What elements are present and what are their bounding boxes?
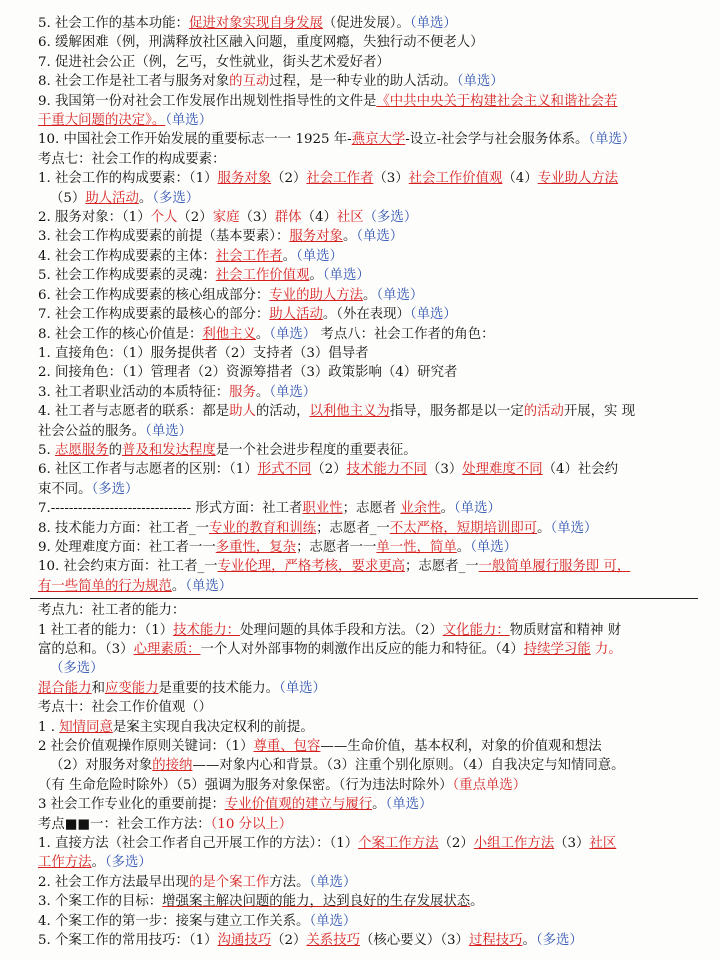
text-segment: （2）对服务对象	[50, 758, 153, 774]
highlighted-term: 职业性	[302, 501, 343, 517]
text-segment: 5.	[38, 442, 56, 458]
highlighted-term: 的互动	[229, 74, 270, 90]
text-segment: 4. 社会工作构成要素的主体：	[38, 248, 216, 264]
text-segment: 10. 社会约束方面：社工者_一	[38, 559, 218, 575]
text-line	[38, 441, 690, 460]
text-segment: 考点■■一：社会工作方法：	[38, 816, 211, 832]
question-type-tag: （单选）	[588, 132, 636, 148]
highlighted-term: 促进对象实现自身发展	[188, 16, 323, 31]
text-segment: 8. 社会工作是社工者与服务对象	[38, 74, 230, 90]
question-type-tag: （多选）	[91, 481, 139, 497]
highlighted-term: 个人	[150, 210, 178, 226]
question-type-tag: （单选）	[145, 423, 192, 439]
text-segment: 。	[342, 229, 357, 245]
text-segment: 7. 促进社会公正（例，乞丐，女性就业，街头艺术爱好者）	[38, 54, 390, 70]
question-type-tag: （单选）	[269, 384, 317, 400]
question-type-tag: （单选）	[269, 326, 317, 342]
question-type-tag: （单选）	[185, 578, 233, 594]
highlighted-term: 工作方法	[38, 855, 92, 871]
text-segment: 1. 直接方法（社会工作者自己开展工作的方法）：（1）	[38, 836, 359, 852]
question-type-tag: （单选）	[322, 268, 370, 284]
question-type-tag: （单选）	[296, 248, 343, 264]
text-segment: 考点八：社会工作者的角色：	[316, 326, 495, 342]
text-segment: 的	[108, 442, 122, 458]
text-line	[38, 130, 690, 149]
text-segment: 7.------------------------------- 形式方面：社工者	[38, 501, 303, 517]
highlighted-term: 干重大问题的决定》。	[38, 113, 166, 129]
highlighted-term: 增强案主解决问题的能力，达到良好的生存发展状态	[162, 894, 471, 910]
text-segment: （2）	[271, 171, 307, 187]
text-segment: （2）	[311, 462, 347, 478]
highlighted-term: 普及和发达程度	[122, 442, 216, 458]
text-line	[38, 422, 690, 441]
text-segment: 6. 社会工作构成要素的核心组成部分：	[38, 287, 270, 303]
text-segment: ；志愿者_一	[405, 559, 479, 575]
text-segment: 1. 社会工作的构成要素：（1）	[38, 171, 218, 187]
highlighted-term: 的是个案工作	[188, 874, 270, 890]
text-line	[38, 266, 690, 285]
text-segment: 1 社工者的能力：（1）	[38, 622, 174, 638]
text-segment: （2）	[177, 210, 213, 226]
text-segment: （5）	[50, 190, 86, 206]
text-segment: 是一个社会进步程度的重要表征。	[215, 442, 417, 458]
text-line	[38, 305, 690, 324]
question-type-tag: （单选）	[453, 501, 501, 517]
question-type-tag: （单选）	[550, 520, 598, 536]
text-segment: 是重要的技术能力。	[158, 680, 280, 696]
text-segment: 束不同。	[38, 481, 92, 497]
text-line	[38, 92, 690, 111]
text-segment: 指导，服务都是以一定	[389, 404, 524, 420]
highlighted-term: 社会工作者	[306, 171, 374, 187]
question-type-tag: （多选）	[104, 855, 152, 871]
text-segment: 是案主实现自我决定权利的前提。	[112, 719, 314, 735]
text-segment: 。	[470, 894, 484, 910]
highlighted-term: （10 分以上）	[210, 816, 293, 832]
text-segment: 5. 个案工作的常用技巧：（1）	[38, 933, 218, 949]
highlighted-term: 一般简单履行服务即 可，	[478, 559, 631, 575]
highlighted-term: 个案工作方法	[358, 836, 439, 852]
text-segment: （核心要义）（3）	[359, 933, 469, 949]
highlighted-term: 不太严格，短期培训即可	[389, 520, 538, 536]
text-line	[38, 169, 690, 188]
text-line	[38, 557, 690, 576]
highlighted-term: 燕京大学	[351, 132, 406, 148]
text-segment: 。（外在表现）	[322, 307, 410, 323]
text-line	[38, 601, 690, 620]
text-segment: 。	[537, 520, 551, 536]
highlighted-term: 社区	[589, 836, 617, 852]
text-segment: 3. 社会工作构成要素的前提（基本要素）：	[38, 229, 290, 245]
text-segment: 。	[138, 190, 153, 206]
text-line	[38, 640, 690, 659]
text-line	[38, 912, 690, 931]
text-line	[38, 53, 690, 72]
text-segment: 物质财富和精神 财	[509, 622, 622, 638]
highlighted-term: 专业价值观的建立与履行	[224, 797, 373, 813]
text-segment: （4）	[502, 171, 538, 187]
question-type-tag: （单选）	[309, 913, 357, 929]
text-segment: 。	[440, 501, 454, 517]
highlighted-term: 的接纳	[152, 758, 193, 774]
text-segment: ——对象内心和背景。（3）注重个别化原则。（4）自我决定与知情同意。	[192, 758, 625, 774]
highlighted-term: 助人活动	[269, 307, 323, 323]
text-line	[38, 33, 690, 52]
text-line	[38, 659, 690, 678]
text-segment: 处理问题的具体手段和方法。（2）	[240, 622, 443, 638]
text-line	[38, 815, 690, 834]
highlighted-term: 小组工作方法	[473, 836, 555, 852]
question-type-tag: （多选）	[50, 661, 104, 677]
text-segment: 方法。	[269, 874, 310, 890]
highlighted-term: 混合能力	[38, 680, 92, 696]
text-line	[38, 72, 690, 91]
highlighted-term: 技术能力不同	[346, 462, 427, 478]
text-segment: 。	[522, 933, 536, 949]
text-line	[38, 737, 690, 756]
text-line	[38, 363, 690, 382]
highlighted-term: 社会工作价值观	[408, 171, 503, 187]
text-line	[38, 538, 690, 557]
text-segment: 9. 处理难度方面：社工者一一	[38, 539, 216, 555]
text-line	[38, 383, 690, 402]
text-segment: （4）	[301, 210, 337, 226]
text-segment: （3）	[554, 836, 590, 852]
question-type-tag: （单选）	[456, 74, 504, 90]
highlighted-term: 的活动	[523, 404, 564, 420]
text-segment: （2）	[271, 933, 307, 949]
text-line	[38, 519, 690, 538]
highlighted-term: 家庭	[212, 210, 240, 226]
text-segment: 4. 社工者与志愿者的联系：都是	[38, 404, 230, 420]
highlighted-term: 群体	[274, 210, 302, 226]
text-segment: （促进发展）。	[322, 16, 410, 31]
text-segment: 9. 我国第一份对社会工作发展作出规划性指导性的文件是	[38, 93, 377, 109]
text-line	[38, 189, 690, 208]
highlighted-term: 专业伦理，严格考核，要求更高	[217, 559, 406, 575]
highlighted-term: 心理素质：	[133, 642, 201, 657]
highlighted-term: 服务	[229, 384, 256, 400]
highlighted-term: 有一些简单的行为规范	[38, 578, 172, 594]
text-segment: 2. 间接角色：（1）管理者（2）资源筹措者（3）政策影响（4）研究者	[38, 365, 458, 381]
question-type-tag: （单选）	[165, 113, 213, 129]
text-segment: -设立-社会学与社会服务体系。	[405, 132, 589, 148]
text-segment: 。	[456, 539, 471, 555]
highlighted-term: 社会工作者	[215, 248, 283, 264]
text-line	[38, 679, 690, 698]
highlighted-term: 力。	[590, 642, 622, 657]
question-type-tag: （多选）	[152, 190, 200, 206]
text-line	[38, 14, 690, 33]
text-line	[38, 873, 690, 892]
highlighted-term: 服务对象	[289, 229, 343, 245]
highlighted-term: 知情同意	[59, 719, 113, 735]
highlighted-term: 志愿服务	[55, 442, 109, 458]
text-segment: 3. 社工者职业活动的本质特征：	[38, 384, 230, 400]
highlighted-term: 关系技巧	[306, 933, 360, 949]
question-type-tag: （单选）	[385, 797, 433, 813]
question-type-tag: （多选）	[535, 933, 583, 949]
text-segment: 1 .	[38, 719, 60, 735]
highlighted-term: 过程技巧	[468, 933, 523, 949]
text-segment: 6. 社区工作者与志愿者的区别：（1）	[38, 462, 258, 478]
text-line	[38, 460, 690, 479]
text-segment: 富的总和。（3）	[38, 642, 134, 657]
highlighted-term: 服务对象	[217, 171, 272, 187]
text-segment: 过程，是一种专业的助人活动。	[269, 74, 457, 90]
text-segment: （3）	[239, 210, 275, 226]
highlighted-term: 多重性，复杂	[215, 539, 297, 555]
text-segment: 一个人对外部事物的刺激作出反应的能力和特征。（4）	[200, 642, 524, 657]
text-segment: 5. 社会工作的基本功能：	[38, 16, 189, 31]
text-line	[38, 480, 690, 499]
text-segment: 6. 缓解困难（例，刑满释放社区融入问题，重度网瘾，失独行动不便老人）	[38, 35, 484, 51]
text-segment: 2. 社会工作方法最早出现	[38, 874, 189, 890]
highlighted-term: 文化能力：	[442, 622, 510, 638]
highlighted-term: 形式不同	[257, 462, 312, 478]
text-segment: 。	[282, 248, 297, 264]
highlighted-term: 沟通技巧	[217, 933, 272, 949]
text-line	[38, 111, 690, 130]
question-type-tag: （单选）	[409, 307, 457, 323]
text-line	[38, 499, 690, 518]
text-segment: 。	[363, 287, 377, 303]
text-segment: ；志愿者一一	[296, 539, 377, 555]
highlighted-term: （重点单选）	[452, 777, 527, 793]
text-line	[38, 227, 690, 246]
text-segment: 。	[91, 855, 105, 871]
text-segment: 社会公益的服务。	[38, 423, 146, 439]
text-line	[38, 718, 690, 737]
text-line	[38, 756, 690, 775]
text-line	[38, 286, 690, 305]
text-segment: （有 生命危险时除外）（5）强调为服务对象保密。（行为违法时除外）	[38, 777, 453, 793]
highlighted-term: 社会工作价值观	[215, 268, 310, 284]
text-segment: 7. 社会工作构成要素的最核心的部分：	[38, 307, 270, 323]
text-segment: （2）	[438, 836, 474, 852]
text-segment: 考点九：社工者的能力：	[38, 603, 186, 619]
highlighted-term: 技术能力：	[173, 622, 241, 638]
question-type-tag: （单选）	[356, 229, 404, 245]
text-segment: 。	[255, 384, 270, 400]
highlighted-term: 社区	[336, 210, 364, 226]
text-segment: （3）	[373, 171, 409, 187]
highlighted-term: 以利他主义为	[309, 404, 390, 420]
text-line	[38, 834, 690, 853]
text-segment: 。	[372, 797, 386, 813]
highlighted-term: 处理难度不同	[462, 462, 543, 478]
text-line	[38, 402, 690, 421]
section-divider	[30, 598, 698, 599]
text-line	[38, 698, 690, 717]
highlighted-term: 专业助人方法	[537, 171, 619, 187]
text-segment: 3 社会工作专业化的重要前提：	[38, 797, 225, 813]
text-segment: 考点七：社会工作的构成要素：	[38, 151, 226, 167]
text-segment: 开展，实 现	[563, 404, 636, 420]
text-segment: 5. 社会工作构成要素的灵魂：	[38, 268, 216, 284]
highlighted-term: 助人活动	[85, 190, 139, 206]
text-segment: 8. 社会工作的核心价值是：	[38, 326, 203, 342]
text-segment: 3. 个案工作的目标：	[38, 894, 163, 910]
highlighted-term: 利他主义	[202, 326, 256, 342]
text-line	[38, 150, 690, 169]
text-segment: 。	[255, 326, 270, 342]
text-segment: ；志愿者	[342, 501, 401, 517]
text-segment: ；志愿者_一	[316, 520, 390, 536]
highlighted-term: 单一性，简单	[376, 539, 457, 555]
text-line	[38, 892, 690, 911]
question-type-tag: （多选）	[363, 210, 418, 226]
text-line	[38, 931, 690, 950]
text-segment: （3）	[426, 462, 463, 478]
question-type-tag: （单选）	[376, 287, 424, 303]
question-type-tag: （单选）	[470, 539, 518, 555]
text-segment: 。	[309, 268, 323, 284]
text-segment: 考点十：社会工作价值观（）	[38, 700, 213, 716]
highlighted-term: 持续学习能	[523, 642, 591, 657]
highlighted-term: 应变能力	[104, 680, 159, 696]
question-type-tag: （单选）	[279, 680, 326, 696]
text-segment: （4）社会约	[542, 462, 619, 478]
text-segment: 2 社会价值观操作原则关键词：（1）	[38, 739, 254, 755]
highlighted-term: 助人	[229, 404, 256, 420]
text-segment: ——生命价值，基本权利，对象的价值观和想法	[320, 739, 602, 755]
text-line	[38, 344, 690, 363]
highlighted-term: 《中共中央关于构建社会主义和谐社会若	[376, 93, 618, 109]
text-line	[38, 795, 690, 814]
text-segment: 2. 服务对象：（1）	[38, 210, 151, 226]
text-segment: 1. 直接角色：（1）服务提供者（2）支持者（3）倡导者	[38, 345, 369, 361]
text-segment: 10. 中国社会工作开始发展的重要标志一一 1925 年-	[38, 132, 352, 148]
text-line	[38, 577, 690, 596]
highlighted-term: 尊重、包容	[253, 739, 321, 755]
text-line	[38, 621, 690, 640]
question-type-tag: （单选）	[309, 874, 357, 890]
question-type-tag: （单选）	[409, 16, 457, 31]
text-line	[38, 208, 690, 227]
text-line	[38, 247, 690, 266]
text-segment: 4. 个案工作的第一步：接案与建立工作关系。	[38, 913, 310, 929]
highlighted-term: 业余性	[400, 501, 441, 517]
highlighted-term: 专业的助人方法	[269, 287, 364, 303]
text-segment: 的活动，	[255, 404, 310, 420]
text-line	[38, 853, 690, 872]
highlighted-term: 专业的教育和训练	[209, 520, 317, 536]
text-segment: 和	[91, 680, 105, 696]
text-segment: 。	[171, 578, 186, 594]
text-line	[38, 776, 690, 795]
text-segment: 8. 技术能力方面：社工者_一	[38, 520, 210, 536]
text-line	[38, 325, 690, 344]
